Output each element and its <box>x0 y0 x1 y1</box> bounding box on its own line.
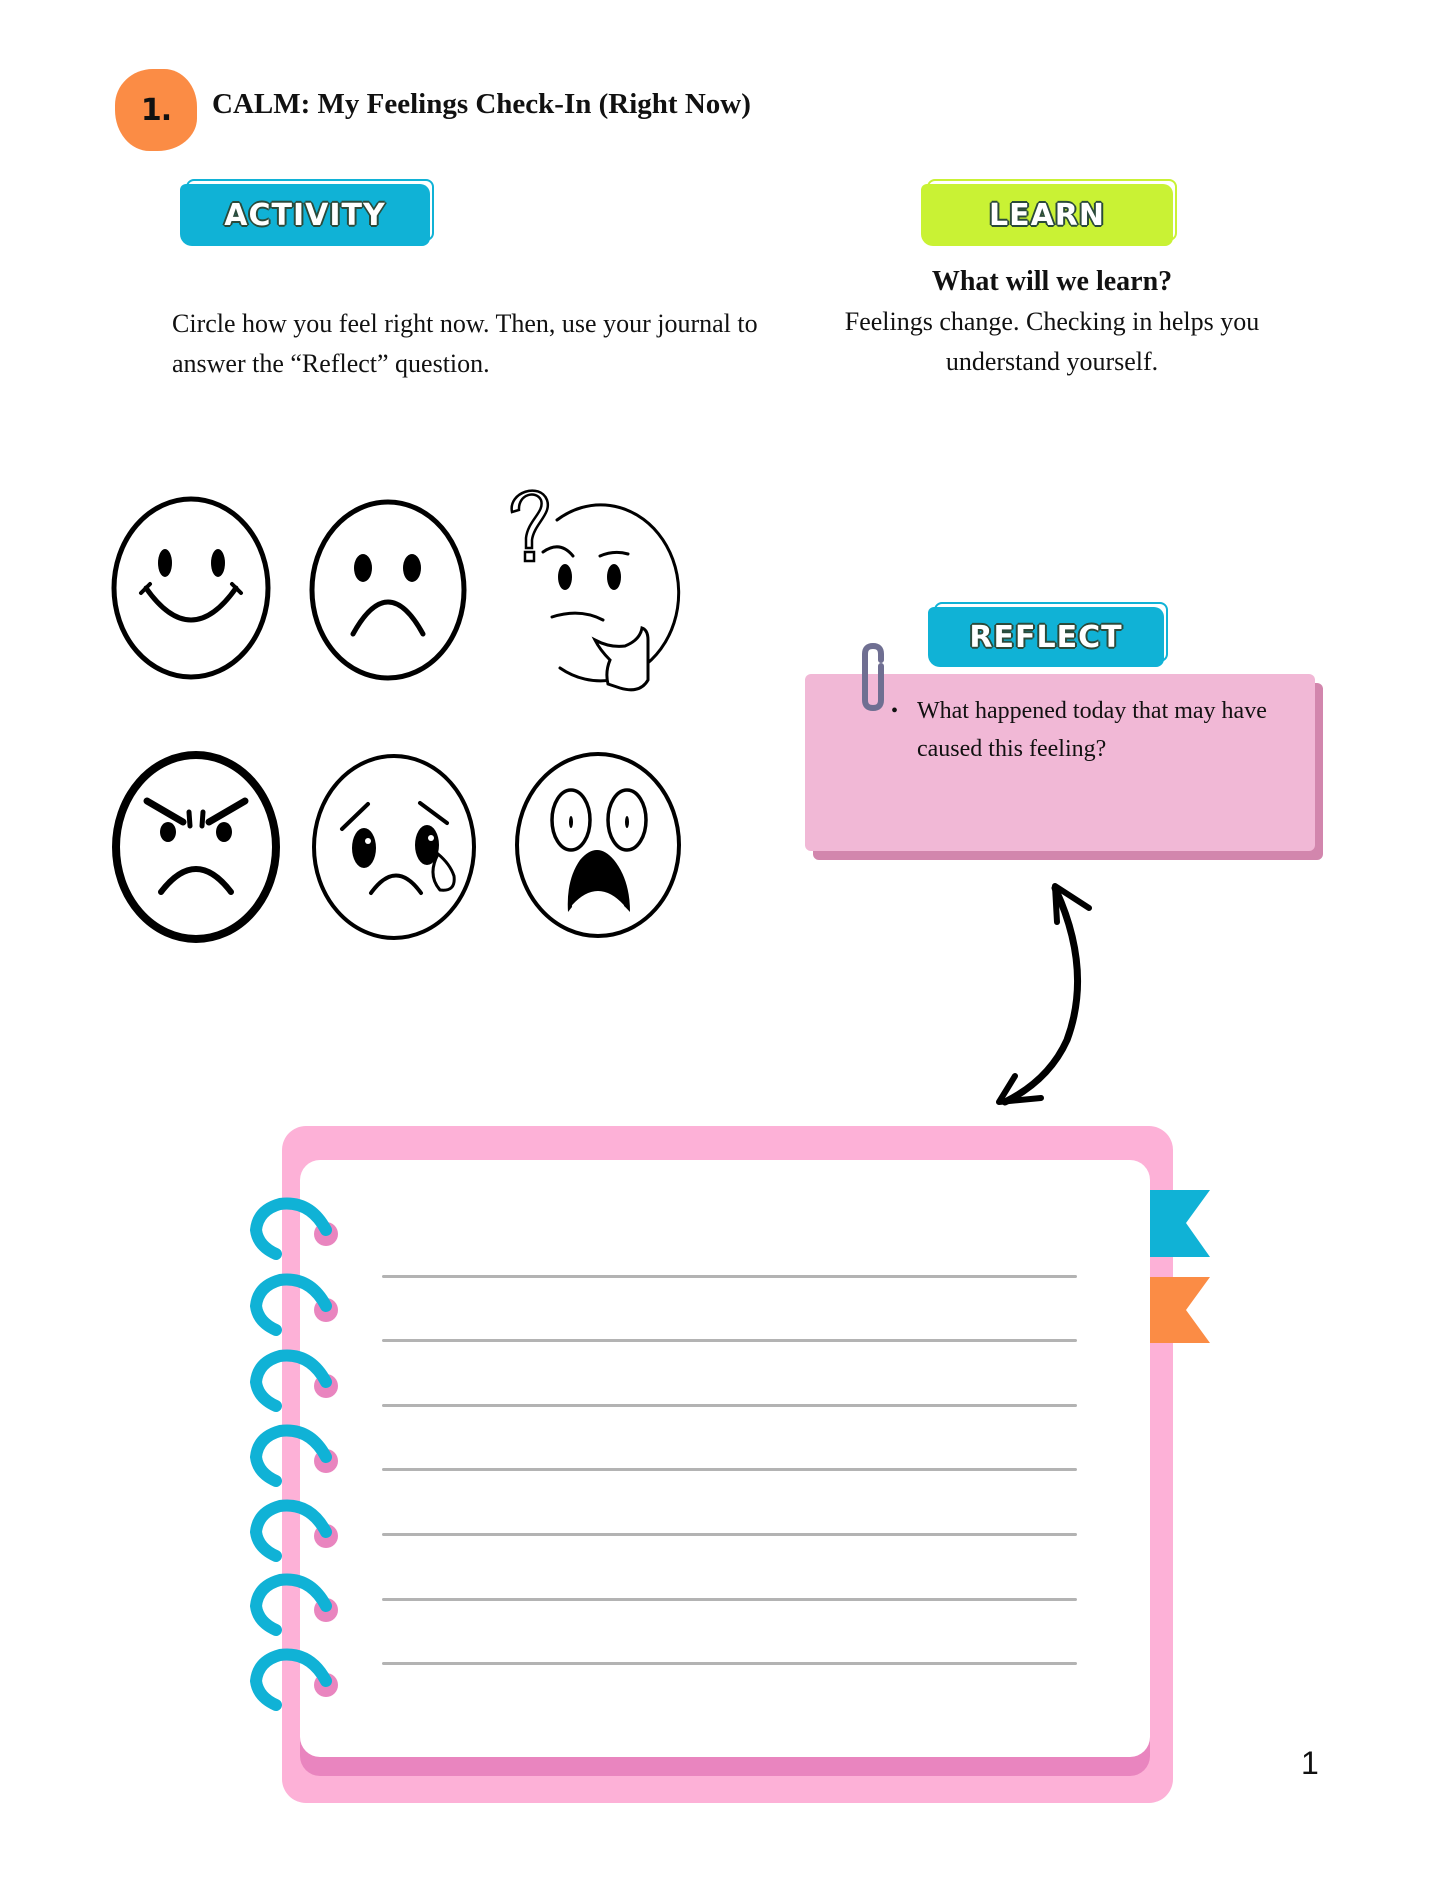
page-title: CALM: My Feelings Check-In (Right Now) <box>212 88 751 120</box>
ring-icon <box>256 1204 338 1254</box>
journal-line[interactable] <box>382 1275 1077 1278</box>
ring-icon <box>256 1280 338 1330</box>
journal-line[interactable] <box>382 1662 1077 1665</box>
blue-bookmark-icon <box>1150 1190 1210 1257</box>
learn-heading: What will we learn? <box>931 266 1173 297</box>
journal-line[interactable] <box>382 1404 1077 1407</box>
reflect-badge <box>928 607 1164 667</box>
bookmark-tabs <box>1150 1190 1212 1350</box>
spiral-rings <box>240 1190 350 1720</box>
happy-face-icon[interactable] <box>114 499 268 677</box>
learn-badge-label: LEARN <box>988 197 1106 233</box>
journal-line[interactable] <box>382 1533 1077 1536</box>
activity-instructions: Circle how you feel right now. Then, use your journal to answer the “Reflect” question. <box>172 309 758 378</box>
journal-line[interactable] <box>382 1468 1077 1471</box>
journal-line[interactable] <box>382 1598 1077 1601</box>
sad-face-icon[interactable] <box>312 502 464 678</box>
journal-page[interactable] <box>300 1160 1150 1757</box>
reflect-question: • What happened today that may have caused this feeling? <box>917 674 1277 768</box>
ring-icon <box>256 1655 338 1705</box>
page-number: 1 <box>1301 1745 1319 1781</box>
reflect-badge-label: REFLECT <box>969 619 1123 655</box>
activity-badge-label: ACTIVITY <box>224 197 386 233</box>
ring-icon <box>256 1356 338 1406</box>
paperclip-icon <box>855 640 891 712</box>
section-number: 1. <box>140 92 172 128</box>
thinking-face-icon[interactable] <box>512 491 679 690</box>
journal-line[interactable] <box>382 1339 1077 1342</box>
orange-bookmark-icon <box>1150 1277 1210 1343</box>
scared-face-icon[interactable] <box>517 754 679 936</box>
angry-face-icon[interactable] <box>116 755 276 939</box>
ring-icon <box>256 1431 338 1481</box>
ring-icon <box>256 1506 338 1556</box>
ring-icon <box>256 1580 338 1630</box>
crying-face-icon[interactable] <box>314 756 474 938</box>
learn-body: Feelings change. Checking in helps you understand yourself. <box>844 307 1260 376</box>
double-arrow-icon <box>985 870 1105 1110</box>
